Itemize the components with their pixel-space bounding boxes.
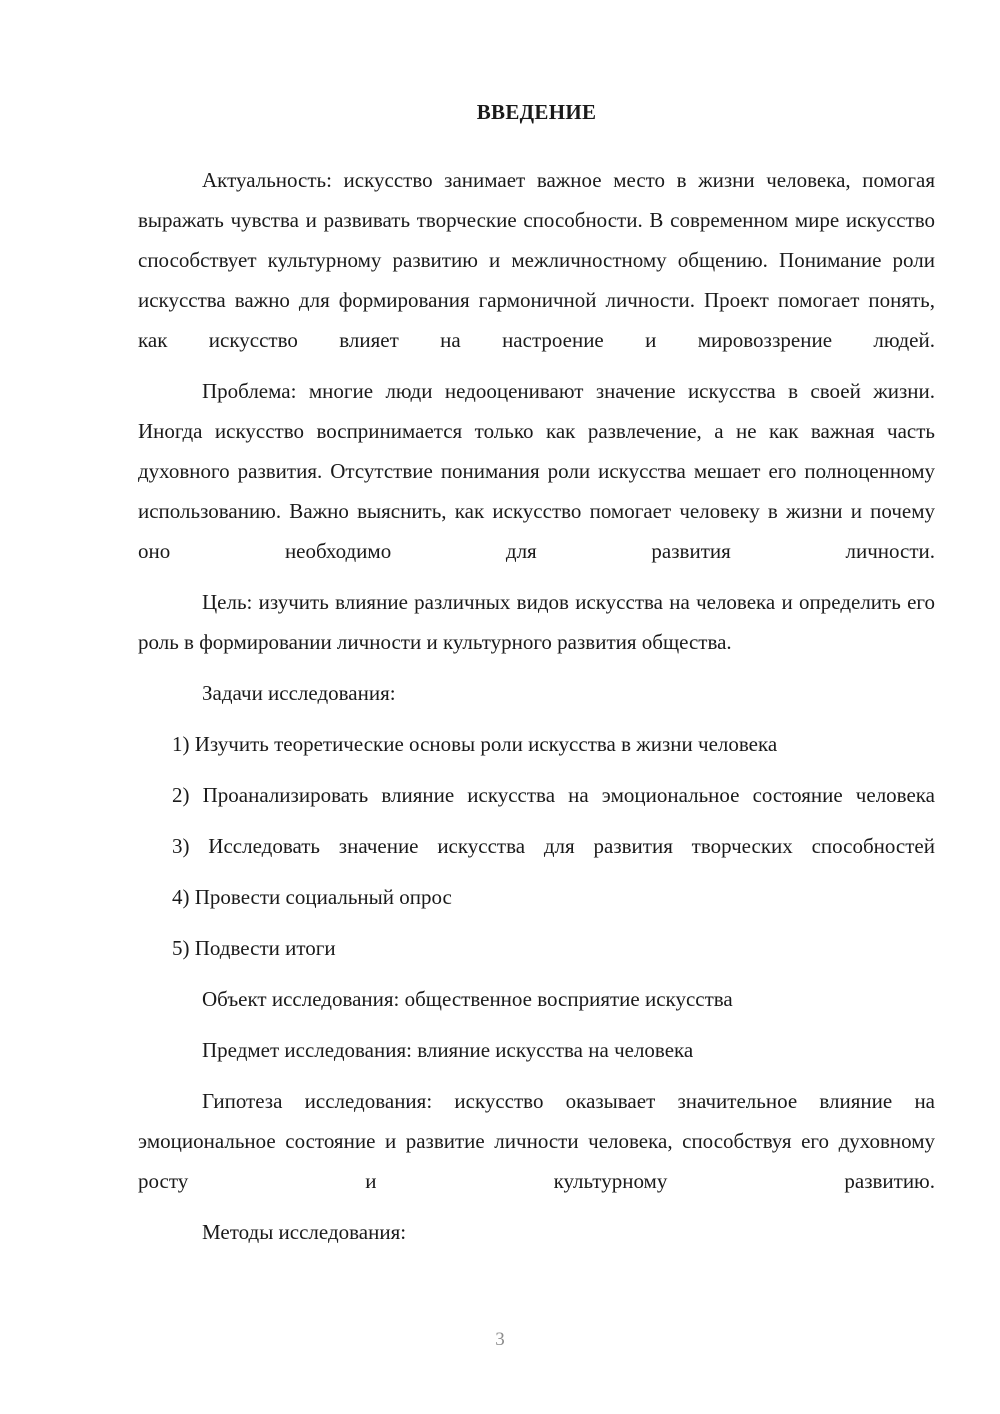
paragraph-goal: Цель: изучить влияние различных видов искусства на человека и определить его роль в формировании личности и культурного развития общества. xyxy=(138,590,935,654)
page-number: 3 xyxy=(495,1329,505,1350)
list-item: 2) Проанализировать влияние искусства на эмоциональное состояние человека xyxy=(172,783,935,807)
methods-heading: Методы исследования: xyxy=(202,1220,407,1244)
page-title: ВВЕДЕНИЕ xyxy=(476,100,597,124)
paragraph-relevance: Актуальность: искусство занимает важное место в жизни человека, помогая выражать чувства и развивать творческие способности. В современном мире искусство способствует культурному развитию и межличностному общению. Понимание роли искусства важно для формирования гармоничной личности. Проект помогает понять, как искусство влияет на настроение и мировоззрение людей. xyxy=(138,168,935,352)
object-of-research-line: Объект исследования: общественное восприятие искусства xyxy=(202,987,733,1011)
list-item: 4) Провести социальный опрос xyxy=(172,885,452,909)
list-item: 5) Подвести итоги xyxy=(172,936,336,960)
paragraph-problem: Проблема: многие люди недооценивают значение искусства в своей жизни. Иногда искусство воспринимается только как развлечение, а не как важная часть духовного развития. Отсутствие понимания роли искусства мешает его полноценному использованию. Важно выяснить, как искусство помогает человеку в жизни и почему оно необходимо для развития личности. xyxy=(138,379,935,563)
document-body xyxy=(138,92,935,1263)
list-item: 1) Изучить теоретические основы роли искусства в жизни человека xyxy=(172,732,778,756)
list-item: 3) Исследовать значение искусства для развития творческих способностей xyxy=(172,834,935,858)
paragraph-hypothesis: Гипотеза исследования: искусство оказывает значительное влияние на эмоциональное состояние и развитие личности человека, способствуя его духовному росту и культурному развитию. xyxy=(138,1089,935,1193)
subject-of-research-line: Предмет исследования: влияние искусства на человека xyxy=(202,1038,694,1062)
tasks-heading: Задачи исследования: xyxy=(202,681,396,705)
